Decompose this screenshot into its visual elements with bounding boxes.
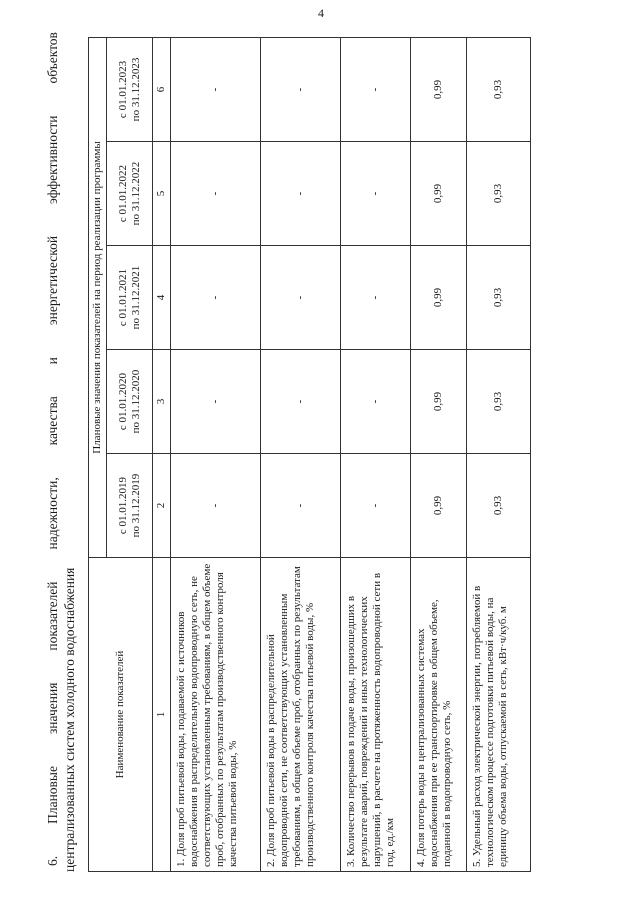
indicator-value: - <box>341 246 411 350</box>
indicator-value: - <box>341 142 411 246</box>
indicator-value: 0,99 <box>411 350 467 454</box>
header-period-2022 <box>107 142 153 246</box>
period-end: по 31.12.2019 <box>129 473 142 538</box>
heading-word: Плановые <box>45 766 60 824</box>
table-row <box>171 37 261 871</box>
indicator-name: 4. Доля потерь воды в централизованных системах водоснабжения при ее транспортировке в общем объеме, поданной в водопроводную сеть, % <box>411 558 467 872</box>
period-start: с 01.01.2019 <box>116 476 129 535</box>
indicator-value: - <box>261 246 341 350</box>
table-row <box>411 37 467 871</box>
table-row <box>341 37 411 871</box>
indicator-value: - <box>341 454 411 558</box>
table-row <box>467 37 531 871</box>
period-end: по 31.12.2022 <box>129 161 142 226</box>
header-plan-values: Плановые значения показателей на период реализации программы <box>89 37 107 557</box>
indicator-value: - <box>261 350 341 454</box>
header-period-2019 <box>107 454 153 558</box>
table-row <box>261 37 341 871</box>
column-number: 1 <box>153 558 171 872</box>
heading-word: значения <box>45 682 60 735</box>
period-end: по 31.12.2021 <box>129 265 142 330</box>
indicator-value: 0,93 <box>467 37 531 141</box>
period-end: по 31.12.2020 <box>129 369 142 434</box>
indicator-value: - <box>341 37 411 141</box>
heading-word: качества <box>45 396 60 446</box>
column-number: 5 <box>153 142 171 246</box>
heading-word: показателей <box>45 581 60 651</box>
period-end: по 31.12.2023 <box>129 57 142 122</box>
column-number: 6 <box>153 37 171 141</box>
indicator-value: 0,93 <box>467 246 531 350</box>
indicator-value: 0,93 <box>467 142 531 246</box>
indicator-value: - <box>261 454 341 558</box>
indicator-value: 0,99 <box>411 37 467 141</box>
indicator-name: 3. Количество перерывов в подаче воды, произошедших в результате аварий, повреждений и иных технологических нарушений, в расчете на протяженность водопроводной сети в год, ед./км <box>341 558 411 872</box>
indicator-value: 0,99 <box>411 142 467 246</box>
indicator-value: 0,93 <box>467 350 531 454</box>
rotated-content <box>40 32 600 872</box>
column-number: 3 <box>153 350 171 454</box>
heading-word: энергетической <box>45 235 60 326</box>
indicator-name: 1. Доля проб питьевой воды, подаваемой с источников водоснабжения в распределительную водопроводную сеть, не соответствующих установленным требованиям, в общем объеме проб, отобранных по результатам производственного контроля качества питьевой воды, % <box>171 558 261 872</box>
column-number-row <box>153 37 171 871</box>
indicator-value: - <box>171 246 261 350</box>
heading-word: эффективности <box>45 115 60 204</box>
header-period-2021 <box>107 246 153 350</box>
indicator-value: - <box>341 350 411 454</box>
header-period-2020 <box>107 350 153 454</box>
period-start: с 01.01.2022 <box>116 164 129 223</box>
indicator-value: - <box>261 142 341 246</box>
indicator-value: 0,99 <box>411 246 467 350</box>
indicator-value: 0,93 <box>467 454 531 558</box>
indicator-value: - <box>171 37 261 141</box>
heading-number: 6. <box>45 855 60 866</box>
section-heading <box>44 32 78 872</box>
column-number: 2 <box>153 454 171 558</box>
heading-word: надежности, <box>45 477 60 550</box>
period-start: с 01.01.2020 <box>116 372 129 431</box>
column-number: 4 <box>153 246 171 350</box>
indicator-name: 2. Доля проб питьевой воды в распределительной водопроводной сети, не соответствующих установленным требованиям, в общем объеме проб, отобранных по результатам производственного контроля качества питьевой воды, % <box>261 558 341 872</box>
heading-word: объектов <box>45 32 60 84</box>
header-indicator-name: Наименование показателей <box>89 558 153 872</box>
page-number: 4 <box>318 6 324 20</box>
header-period-2023 <box>107 37 153 141</box>
indicator-value: - <box>261 37 341 141</box>
indicator-value: - <box>171 350 261 454</box>
indicator-value: - <box>171 142 261 246</box>
period-start: с 01.01.2023 <box>116 60 129 119</box>
heading-word: и <box>45 357 60 365</box>
indicators-table <box>88 37 531 872</box>
heading-line-2: централизованных систем холодного водоснабжения <box>62 567 77 872</box>
indicator-value: 0,99 <box>411 454 467 558</box>
indicator-value: - <box>171 454 261 558</box>
heading-line-1 <box>44 32 61 872</box>
period-start: с 01.01.2021 <box>116 268 129 327</box>
indicator-name: 5. Удельный расход электрической энергии, потребляемой в технологическом процессе подготовки питьевой воды, на единицу объема воды, отпускаемой в сеть, кВт·ч/куб. м <box>467 558 531 872</box>
